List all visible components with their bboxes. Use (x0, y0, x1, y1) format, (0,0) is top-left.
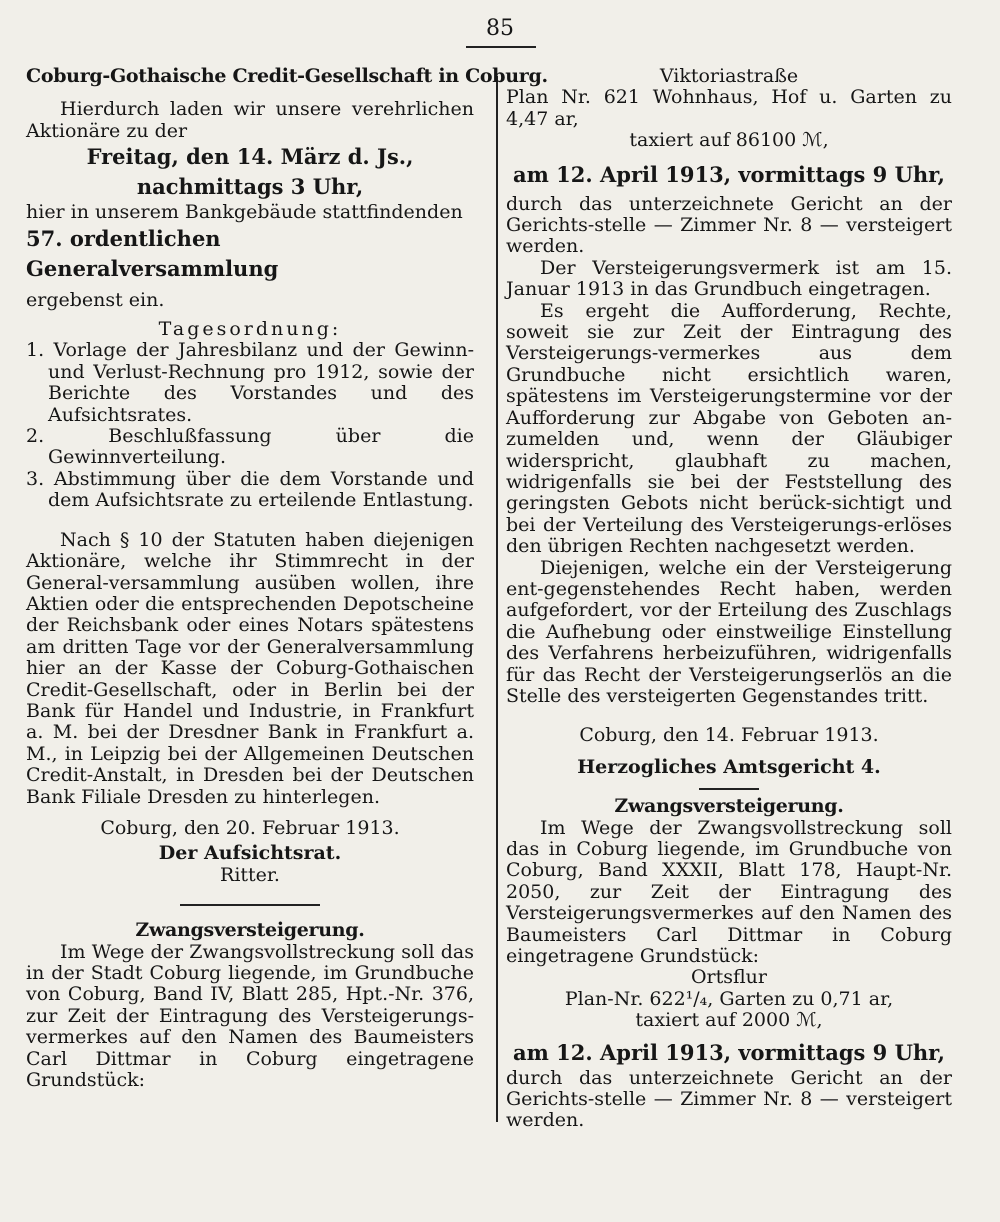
column-divider (496, 76, 498, 1122)
place-date: Coburg, den 20. Februar 1913. (100, 816, 400, 839)
right-column (506, 66, 952, 1132)
auction-title: Zwangsversteigerung. (135, 919, 365, 942)
valuation: taxiert auf 86100 ℳ, (629, 129, 829, 152)
section-rule (180, 904, 320, 906)
meeting-venue: hier in unserem Bankgebäude stattfindenden (26, 201, 463, 224)
plan-description: Plan-Nr. 622¹/₄, Garten zu 0,71 ar, (564, 987, 894, 1010)
section-rule (699, 788, 759, 790)
agenda-item: 3. Abstimmung über die dem Vorstande und dem Aufsichtsrate zu erteilende Entlastung. (26, 467, 474, 512)
left-column (26, 65, 548, 1092)
meeting-date: Freitag, den 14. März d. Js., (86, 144, 414, 170)
street-name: Viktoriastraße (659, 65, 799, 87)
top-rule (466, 46, 536, 48)
vermerk-text: Der Versteigerungsvermerk ist am 15. Januar 1913 in das Grundbuch eingetragen. (506, 256, 952, 301)
agenda-title: Tagesordnung: (158, 318, 342, 341)
invitation-text: Hierdurch laden wir unsere verehrlichen Aktionäre zu der (26, 98, 474, 142)
court-text: durch das unterzeichnete Gericht an der Gerichts-stelle — Zimmer Nr. 8 — versteigert werden. (506, 1066, 952, 1132)
company-header: Coburg-Gothaische Credit-Gesellschaft in Coburg. (26, 65, 548, 87)
auction-date: am 12. April 1913, vormittags 9 Uhr, (512, 161, 945, 187)
meeting-title: 57. ordentlichen Generalversammlung (26, 225, 279, 281)
court-name: Herzogliches Amtsgericht 4. (577, 755, 881, 778)
invitation-closing: ergebenst ein. (26, 288, 165, 311)
objection-text: Diejenigen, welche ein der Versteigerung ent-gegenstehendes Recht haben, werden aufgefordert, vor der Erteilung des Zuschlags die Aufhebung oder einstweilige Einstellung des Verfahrens herbeizuführen, widrigenfalls für das Recht der Versteigerungserlös an die Stelle des versteigerten Gegenstandes tritt. (506, 556, 952, 707)
statutes-paragraph: Nach § 10 der Statuten haben diejenigen Aktionäre, welche ihr Stimmrecht in der General-versammlung ausüben wollen, ihre Aktien oder die entsprechenden Depotscheine der Reichsbank oder eines Notars spätestens am dritten Tage vor der Generalversammlung hier an der Kasse der Coburg-Gothaischen Credit-Gesellschaft, oder in Berlin bei der Bank für Handel und Industrie, in Frankfurt a. M. bei der Dresdner Bank in Frankfurt a. M., in Leipzig bei der Allgemeinen Deutschen Credit-Anstalt, in Dresden bei der Deutschen Bank Filiale Dresden zu hinterlegen. (26, 528, 474, 808)
plan-description: Plan Nr. 621 Wohnhaus, Hof u. Garten zu 4,47 ar, (506, 86, 952, 130)
agenda-item: 2. Beschlußfassung über die Gewinnverteilung. (26, 425, 474, 469)
auction-title: Zwangsversteigerung. (614, 795, 844, 818)
signer-name: Ritter. (220, 863, 280, 886)
page-number: 85 (486, 16, 514, 41)
auction-text: Im Wege der Zwangsvollstreckung soll das in der Stadt Coburg liegende, im Grundbuche von Coburg, Band IV, Blatt 285, Hpt.-Nr. 376, zur Zeit der Eintragung des Versteigerungs-vermerkes auf den Namen des Baumeisters Carl Dittmar in Coburg eingetragene Grundstück: (26, 940, 474, 1092)
place-date: Coburg, den 14. Februar 1913. (579, 724, 879, 747)
auction-date: am 12. April 1913, vormittags 9 Uhr, (512, 1039, 945, 1065)
court-text: durch das unterzeichnete Gericht an der Gerichts-stelle — Zimmer Nr. 8 — versteigert werden. (506, 192, 952, 258)
signer-organization: Der Aufsichtsrat. (158, 842, 342, 865)
demand-text: Es ergeht die Aufforderung, Rechte, soweit sie zur Zeit der Eintragung des Versteigerungs-vermerkes aus dem Grundbuche nicht ersichtlich waren, spätestens im Versteigerungstermine vor der Aufforderung zur Abgabe von Geboten an-zumelden und, wenn der Gläubiger widerspricht, glaubhaft zu machen, widrigenfalls sie bei der Feststellung des geringsten Gebots nicht berück-sichtigt und bei der Verteilung des Versteigerungs-erlöses den übrigen Rechten nachgesetzt werden. (506, 299, 952, 558)
meeting-time: nachmittags 3 Uhr, (136, 174, 364, 200)
auction-text: Im Wege der Zwangsvollstreckung soll das in Coburg liegende, im Grundbuche von Coburg, Band XXXII, Blatt 178, Haupt-Nr. 2050, zur Zeit der Eintragung des Versteigerungsvermerkes auf den Namen des Baumeisters Carl Dittmar in Coburg eingetragene Grundstück: (506, 816, 952, 968)
agenda-item: 1. Vorlage der Jahresbilanz und der Gewinn- und Verlust-Rechnung pro 1912, sowie der Berichte des Vorstandes und des Aufsichtsrates. (26, 339, 474, 426)
flur-name: Ortsflur (690, 966, 768, 989)
valuation: taxiert auf 2000 ℳ, (635, 1009, 823, 1032)
